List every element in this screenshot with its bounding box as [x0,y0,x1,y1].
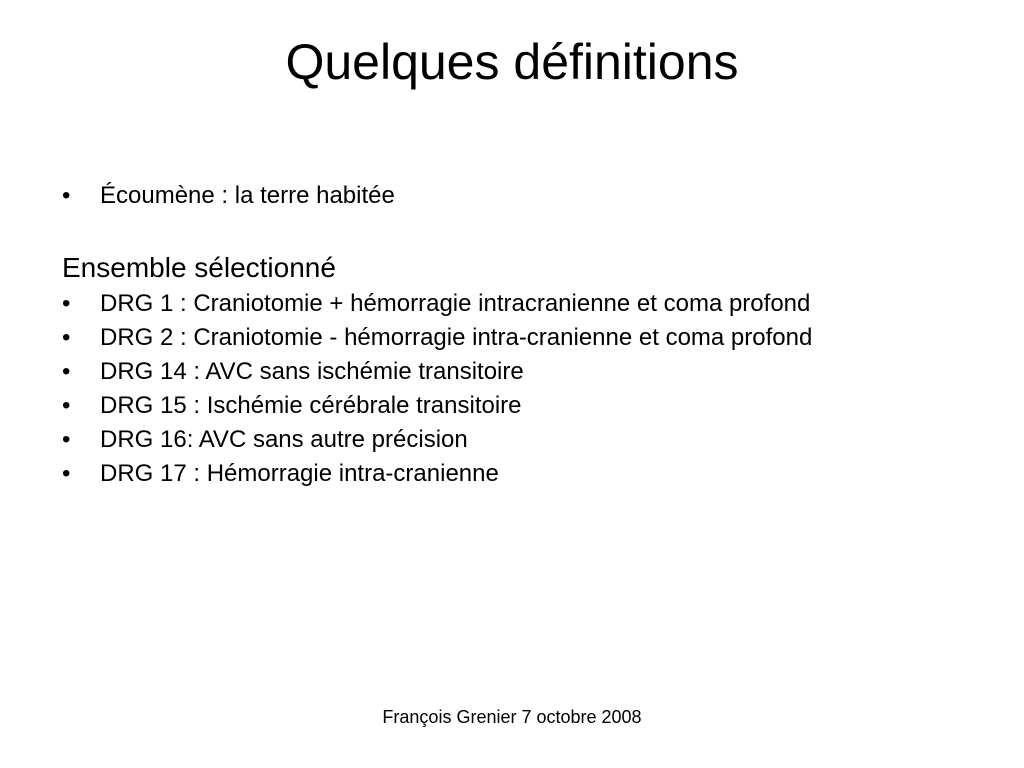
list-item-text: DRG 2 : Craniotomie - hémorragie intra-cranienne et coma profond [100,324,813,351]
list-item-drg1 [62,289,962,319]
bullet-icon: • [62,290,71,317]
bullet-icon: • [62,358,71,385]
list-item-ecoumene [62,181,962,211]
list-item-drg16 [62,425,962,455]
bullet-icon: • [62,460,71,487]
list-item-text: DRG 15 : Ischémie cérébrale transitoire [100,392,522,419]
list-item-drg15 [62,391,962,421]
slide-title: Quelques définitions [285,34,739,90]
list-item-text: DRG 16: AVC sans autre précision [100,426,468,453]
list-item-text: DRG 17 : Hémorragie intra-cranienne [100,460,499,487]
list-item-text: DRG 14 : AVC sans ischémie transitoire [100,358,524,385]
list-item-drg17 [62,459,962,489]
bullet-icon: • [62,392,71,419]
list-item-drg14 [62,357,962,387]
bullet-icon: • [62,426,71,453]
list-item-text: DRG 1 : Craniotomie + hémorragie intracranienne et coma profond [100,290,811,317]
bullet-icon: • [62,182,71,209]
list-item-text: Écoumène : la terre habitée [100,182,395,209]
slide-footer: François Grenier 7 octobre 2008 [382,707,642,727]
bullet-icon: • [62,324,71,351]
list-item-drg2 [62,323,962,353]
section-heading: Ensemble sélectionné [62,252,336,283]
